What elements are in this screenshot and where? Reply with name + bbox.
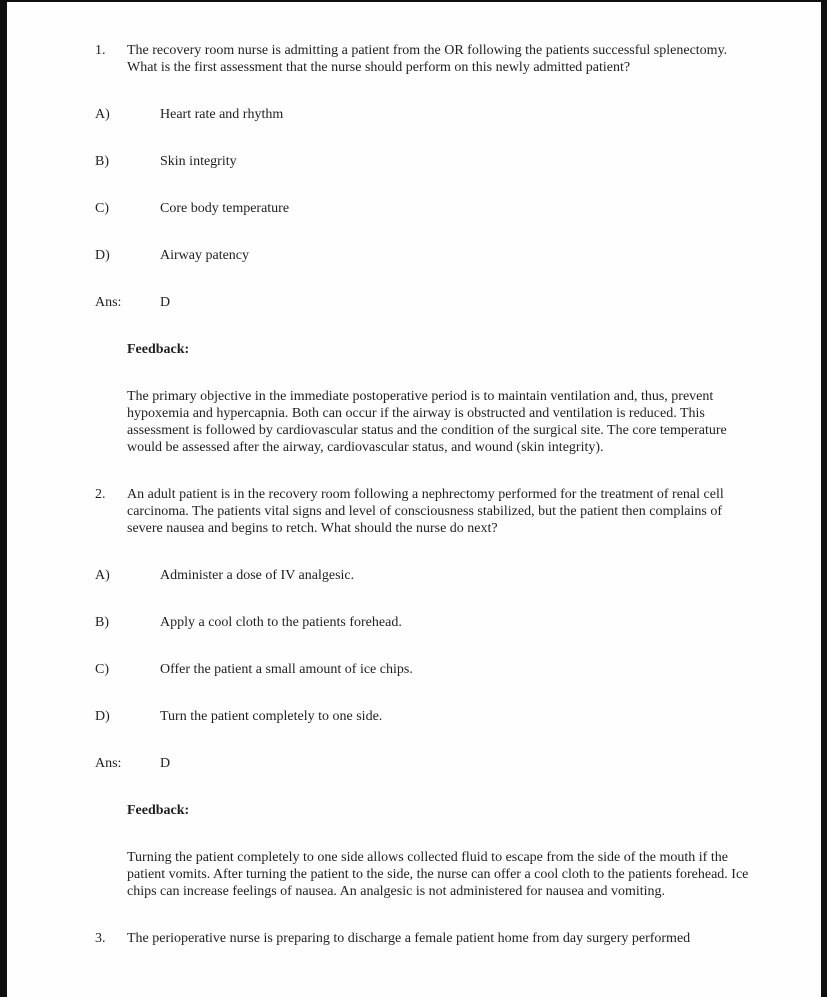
feedback-text: The primary objective in the immediate postoperative period is to maintain ventilation and, thus, prevent hypoxemia and hypercapnia. Both can occur if the airway is obstructed and ventilation is reduced. This assessment is followed by cardiovascular status and the condition of the surgical site. The core temperature would be assessed after the airway, cardiovascular status, and wound (skin integrity).: [127, 389, 727, 455]
option-row: [95, 200, 754, 217]
options-group: [95, 567, 754, 725]
option-letter: C): [95, 662, 109, 677]
question-list: [95, 42, 754, 947]
answer-label: Ans:: [95, 756, 122, 771]
answer-row: [95, 294, 754, 311]
option-row: [95, 247, 754, 264]
option-text: Skin integrity: [160, 154, 237, 169]
option-letter: D): [95, 248, 110, 263]
question-row: [95, 486, 754, 537]
options-group: [95, 106, 754, 264]
answer-row: [95, 755, 754, 772]
feedback-text: Turning the patient completely to one side allows collected fluid to escape from the side of the mouth if the patient vomits. After turning the patient to the side, the nurse can offer a cool cloth to the patients forehead. Ice chips can increase feelings of nausea. An analgesic is not administered for nausea and vomiting.: [127, 850, 749, 899]
document-page: [7, 2, 821, 997]
option-text: Heart rate and rhythm: [160, 107, 284, 122]
option-text: Core body temperature: [160, 201, 290, 216]
question-text: The recovery room nurse is admitting a patient from the OR following the patients successful splenectomy. What is the first assessment that the nurse should perform on this newly admitted patient?: [127, 43, 728, 75]
answer-value: D: [160, 295, 171, 310]
option-letter: D): [95, 709, 110, 724]
answer-label: Ans:: [95, 295, 122, 310]
option-row: [95, 708, 754, 725]
option-text: Administer a dose of IV analgesic.: [160, 568, 355, 583]
question-block: [95, 42, 754, 456]
option-text: Offer the patient a small amount of ice chips.: [160, 662, 413, 677]
option-row: [95, 153, 754, 170]
answer-value: D: [160, 756, 171, 771]
option-letter: A): [95, 107, 110, 122]
question-number: 1.: [95, 43, 106, 58]
option-row: [95, 567, 754, 584]
question-text: The perioperative nurse is preparing to discharge a female patient home from day surgery performed: [127, 931, 691, 946]
question-block: [95, 486, 754, 900]
option-row: [95, 661, 754, 678]
option-row: [95, 106, 754, 123]
option-letter: B): [95, 154, 109, 169]
question-row: [95, 42, 754, 76]
question-row: [95, 930, 754, 947]
option-letter: B): [95, 615, 109, 630]
option-row: [95, 614, 754, 631]
question-number: 3.: [95, 931, 106, 946]
question-text: An adult patient is in the recovery room following a nephrectomy performed for the treatment of renal cell carcinoma. The patients vital signs and level of consciousness stabilized, but the patient then complains of severe nausea and begins to retch. What should the nurse do next?: [127, 487, 724, 536]
feedback-label: Feedback:: [127, 803, 190, 818]
option-text: Apply a cool cloth to the patients forehead.: [160, 615, 402, 630]
option-text: Turn the patient completely to one side.: [160, 709, 383, 724]
option-letter: C): [95, 201, 109, 216]
feedback-label: Feedback:: [127, 342, 190, 357]
option-text: Airway patency: [160, 248, 250, 263]
option-letter: A): [95, 568, 110, 583]
question-block: [95, 930, 754, 947]
question-number: 2.: [95, 487, 106, 502]
